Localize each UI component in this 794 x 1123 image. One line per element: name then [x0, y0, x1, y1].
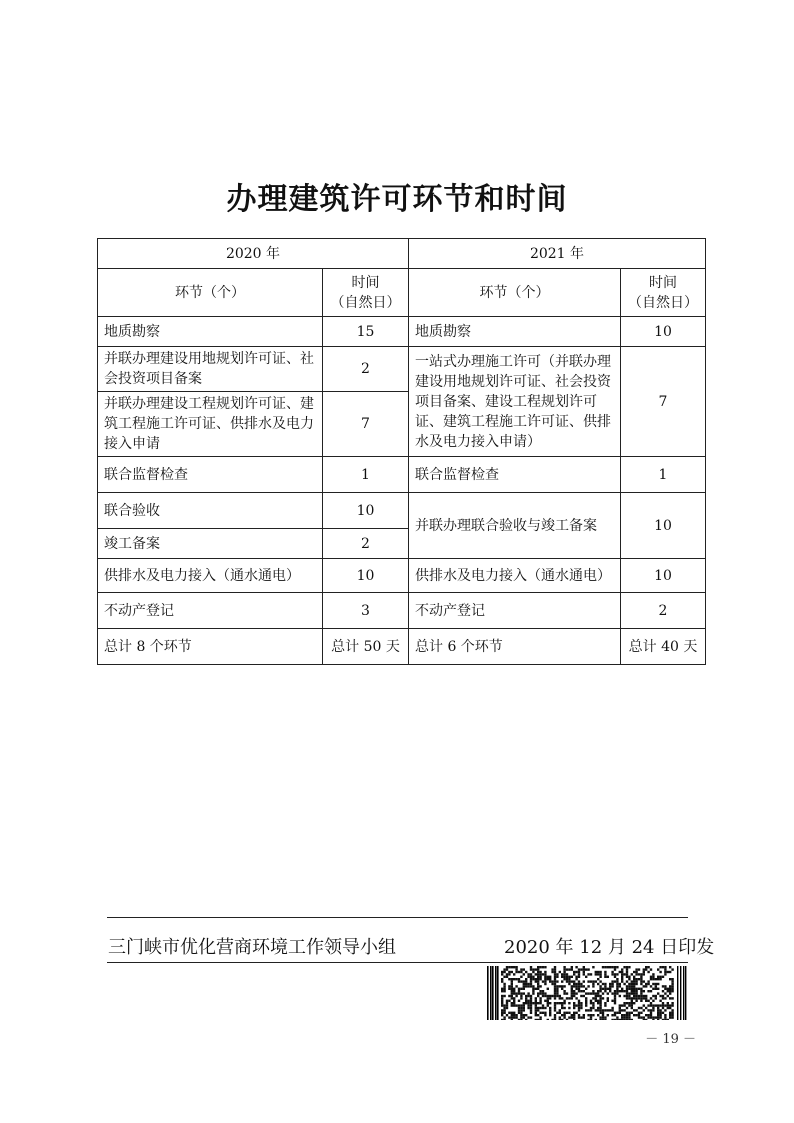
- issue-date: 2020 年 12 月 24 日印发: [504, 937, 715, 958]
- total-row: [98, 629, 706, 665]
- step-column-header-2021: 环节（个）: [409, 269, 621, 317]
- barcode-image: [487, 966, 687, 1020]
- days-cell: 10: [323, 493, 409, 529]
- step-column-header-2020: 环节（个）: [98, 269, 323, 317]
- step-cell: 不动产登记: [409, 593, 621, 629]
- page-number: － 19 －: [645, 1032, 696, 1047]
- table-row: [98, 593, 706, 629]
- total-days-2021: 总计 40 天: [621, 629, 706, 665]
- table-row: [98, 347, 706, 392]
- time-column-header-2021: [621, 269, 706, 317]
- days-cell: 15: [323, 317, 409, 347]
- days-cell: 1: [621, 457, 706, 493]
- time-header-line1: 时间: [351, 274, 380, 291]
- days-cell: 2: [323, 529, 409, 559]
- table-row: [98, 317, 706, 347]
- step-cell: 不动产登记: [98, 593, 323, 629]
- footer-bottom-rule: [107, 962, 688, 963]
- step-cell: 供排水及电力接入（通水通电）: [98, 559, 323, 593]
- days-cell: 10: [621, 559, 706, 593]
- total-steps-2020: 总计 8 个环节: [98, 629, 323, 665]
- days-cell: 3: [323, 593, 409, 629]
- table-row: [98, 493, 706, 529]
- step-cell: 联合验收: [98, 493, 323, 529]
- time-header-line2: （自然日）: [330, 294, 401, 311]
- days-cell: 10: [621, 317, 706, 347]
- days-cell: 10: [323, 559, 409, 593]
- step-cell: 地质勘察: [98, 317, 323, 347]
- year-header-row: [98, 239, 706, 269]
- year-2021-header: 2021 年: [409, 239, 706, 269]
- table-row: [98, 559, 706, 593]
- column-header-row: [98, 269, 706, 317]
- year-2020-header: 2020 年: [98, 239, 409, 269]
- permit-steps-table: [97, 238, 706, 665]
- step-cell: 联合监督检查: [98, 457, 323, 493]
- step-cell: 地质勘察: [409, 317, 621, 347]
- days-cell: 1: [323, 457, 409, 493]
- step-cell: 联合监督检查: [409, 457, 621, 493]
- step-cell-merged: 并联办理联合验收与竣工备案: [409, 493, 621, 559]
- table-row: [98, 457, 706, 493]
- time-header-line1: 时间: [649, 274, 677, 291]
- issuer-name: 三门峡市优化营商环境工作领导小组: [108, 937, 396, 958]
- document-title: 办理建筑许可环节和时间: [226, 182, 568, 217]
- days-cell: 7: [323, 392, 409, 457]
- days-cell: 2: [323, 347, 409, 392]
- time-header-line2: （自然日）: [628, 294, 698, 311]
- days-cell: 2: [621, 593, 706, 629]
- days-cell-merged: 7: [621, 347, 706, 457]
- step-cell-merged: 一站式办理施工许可（并联办理建设用地规划许可证、社会投资项目备案、建设工程规划许可证、建筑工程施工许可证、供排水及电力接入申请）: [409, 347, 621, 457]
- step-cell: 供排水及电力接入（通水通电）: [409, 559, 621, 593]
- time-column-header-2020: [323, 269, 409, 317]
- days-cell-merged: 10: [621, 493, 706, 559]
- total-days-2020: 总计 50 天: [323, 629, 409, 665]
- total-steps-2021: 总计 6 个环节: [409, 629, 621, 665]
- footer-top-rule: [107, 917, 688, 918]
- step-cell: 并联办理建设工程规划许可证、建筑工程施工许可证、供排水及电力接入申请: [98, 392, 323, 457]
- step-cell: 竣工备案: [98, 529, 323, 559]
- step-cell: 并联办理建设用地规划许可证、社会投资项目备案: [98, 347, 323, 392]
